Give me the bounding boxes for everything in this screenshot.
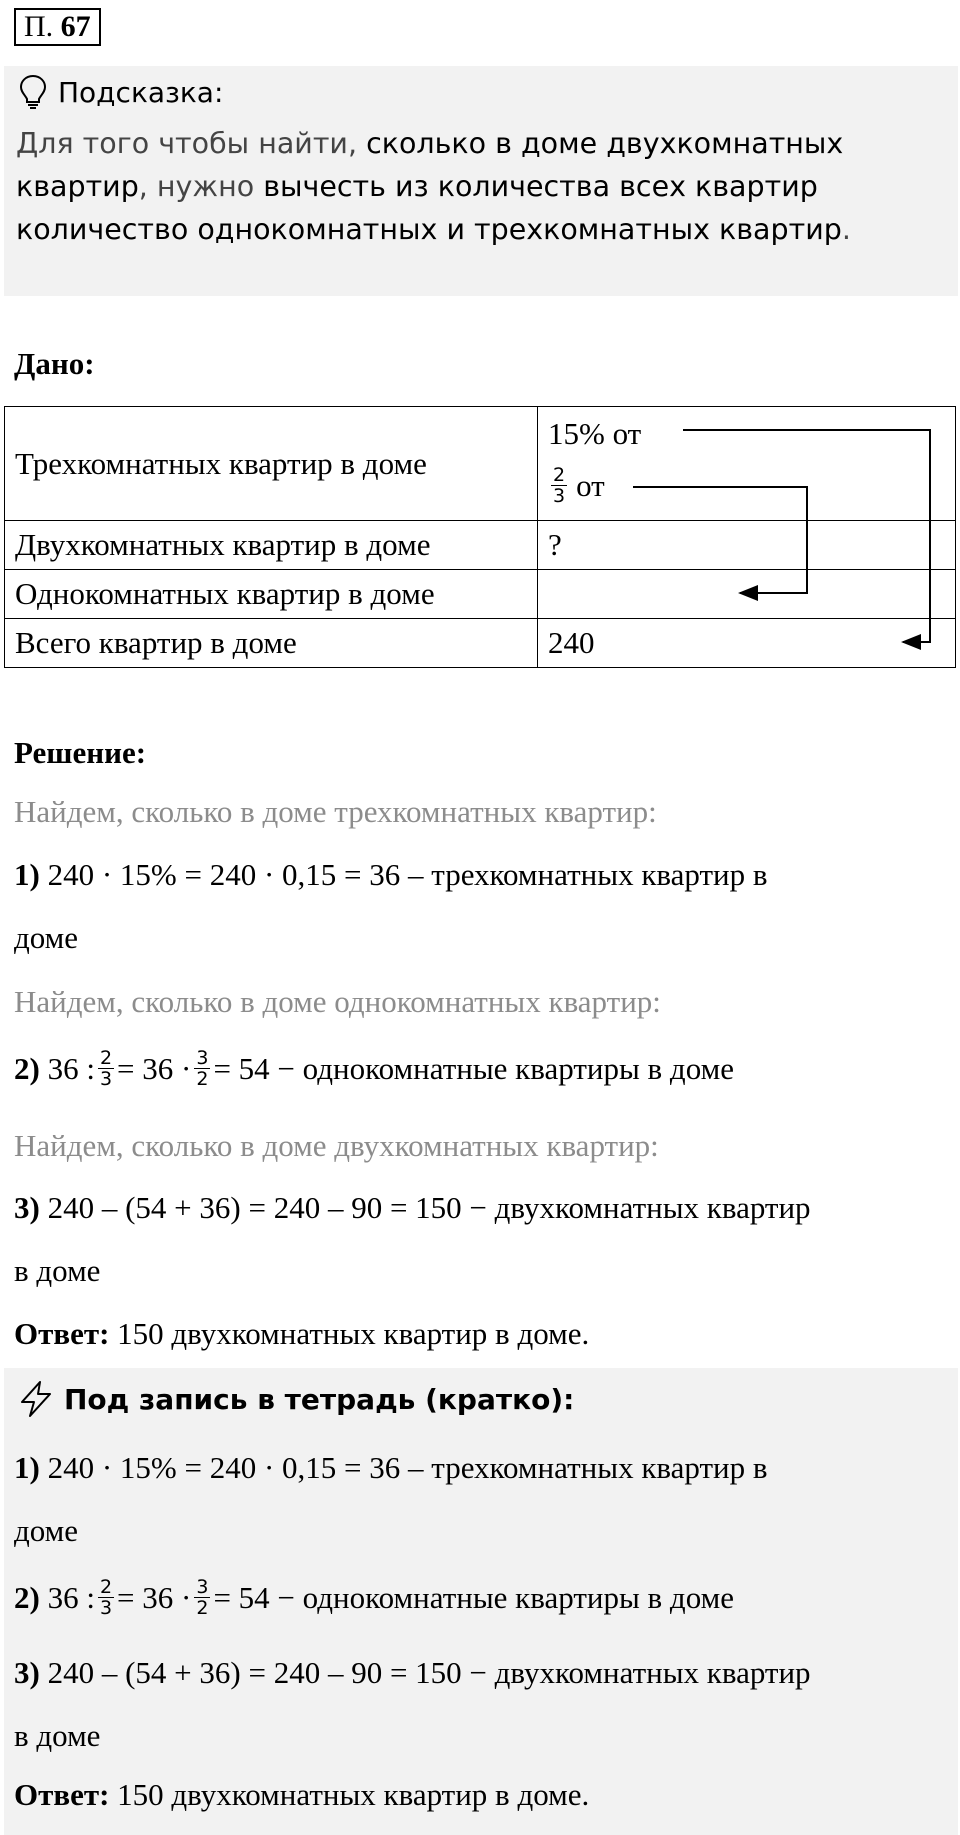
problem-prefix: П.: [24, 10, 54, 43]
fraction-denominator: 2: [196, 1068, 209, 1090]
answer-label: Ответ:: [14, 1777, 110, 1812]
step-text: 240 · 15% = 240 · 0,15 = 36 – трехкомнатных квартир в: [39, 1450, 768, 1485]
short-answer: [14, 1777, 589, 1813]
answer-text: 150 двухкомнатных квартир в доме.: [109, 1316, 590, 1351]
table-cell-value: 240: [538, 619, 956, 668]
table-cell-value: ?: [538, 521, 956, 570]
step-number: 1): [14, 857, 40, 892]
fraction-numerator: 3: [196, 1047, 209, 1069]
table-row: [5, 570, 956, 619]
step-3: [14, 1190, 811, 1226]
step-number: 2): [14, 1050, 40, 1086]
table-cell-value-text: от: [576, 467, 605, 503]
table-cell-label: Однокомнатных квартир в доме: [5, 570, 538, 619]
hint-text-part: Для того чтобы найти,: [16, 127, 367, 160]
short-step-2: [14, 1577, 734, 1618]
short-step-1: [14, 1450, 767, 1486]
hint-title-text: Подсказка:: [58, 75, 224, 109]
fraction: [98, 1048, 114, 1089]
comment-line: Найдем, сколько в доме однокомнатных квартир:: [14, 984, 661, 1019]
hint-title: [18, 74, 223, 110]
step-text: = 36 ·: [117, 1050, 192, 1086]
answer: [14, 1316, 589, 1352]
short-step-3-continued: в доме: [14, 1718, 101, 1753]
fraction-denominator: 2: [196, 1597, 209, 1619]
lightning-icon: [18, 1380, 54, 1418]
short-notes-title: [18, 1380, 574, 1418]
table-row: [5, 407, 956, 521]
given-table: [4, 406, 956, 668]
hint-box: [4, 66, 958, 296]
answer-label: Ответ:: [14, 1316, 110, 1351]
table-cell-label: Трехкомнатных квартир в доме: [5, 407, 538, 521]
step-1-continued: доме: [14, 920, 79, 955]
table-cell-label: Двухкомнатных квартир в доме: [5, 521, 538, 570]
step-2: [14, 1048, 734, 1089]
step-3-continued: в доме: [14, 1253, 101, 1288]
table-row: [5, 521, 956, 570]
table-cell-value-line: [548, 456, 945, 516]
fraction-numerator: 2: [553, 464, 566, 486]
comment-line: Найдем, сколько в доме двухкомнатных квартир:: [14, 1128, 659, 1163]
step-text: 240 · 15% = 240 · 0,15 = 36 – трехкомнатных квартир в: [39, 857, 768, 892]
table-cell-value: [538, 570, 956, 619]
answer-text: 150 двухкомнатных квартир в доме.: [109, 1777, 590, 1812]
given-heading: Дано:: [14, 346, 95, 381]
hint-text-part: , нужно: [138, 170, 264, 203]
problem-number-value: 67: [60, 10, 91, 43]
step-number: 3): [14, 1190, 40, 1225]
problem-number: [14, 8, 101, 46]
step-text: = 36 ·: [117, 1579, 192, 1615]
step-text: = 54 − однокомнатные квартиры в доме: [213, 1050, 734, 1086]
step-1: [14, 857, 767, 893]
hint-text-emphasis: вычесть из количества всех квартир количество однокомнатных и трехкомнатных квартир: [16, 170, 842, 246]
hint-text-emphasis: сколько в доме двухкомнатных квартир: [16, 127, 844, 203]
fraction-denominator: 3: [99, 1597, 113, 1619]
short-step-3: [14, 1655, 811, 1691]
fraction: [551, 465, 567, 506]
fraction-numerator: 2: [99, 1576, 113, 1598]
fraction: [98, 1577, 114, 1618]
solution-heading: Решение:: [14, 735, 147, 770]
table-cell-label: Всего квартир в доме: [5, 619, 538, 668]
step-number: 1): [14, 1450, 40, 1485]
step-text: 36 :: [39, 1050, 95, 1086]
fraction-numerator: 2: [99, 1047, 113, 1069]
hint-text-part: .: [841, 213, 851, 246]
fraction: [194, 1048, 210, 1089]
fraction-denominator: 3: [99, 1068, 113, 1090]
fraction-numerator: 3: [196, 1576, 209, 1598]
comment-line: Найдем, сколько в доме трехкомнатных квартир:: [14, 794, 657, 829]
step-text: = 54 − однокомнатные квартиры в доме: [213, 1579, 734, 1615]
step-number: 3): [14, 1655, 40, 1690]
fraction-denominator: 3: [553, 485, 566, 507]
lightbulb-icon: [18, 74, 48, 110]
short-notes-title-text: Под запись в тетрадь (кратко):: [64, 1382, 575, 1416]
table-cell-value-line: 15% от: [548, 415, 642, 451]
step-number: 2): [14, 1579, 40, 1615]
short-step-1-continued: доме: [14, 1513, 79, 1548]
step-text: 36 :: [39, 1579, 95, 1615]
hint-text: [16, 122, 936, 251]
step-text: 240 – (54 + 36) = 240 – 90 = 150 − двухкомнатных квартир: [39, 1655, 811, 1690]
fraction: [194, 1577, 210, 1618]
step-text: 240 – (54 + 36) = 240 – 90 = 150 − двухкомнатных квартир: [39, 1190, 811, 1225]
table-row: [5, 619, 956, 668]
table-cell-value: [538, 407, 956, 521]
